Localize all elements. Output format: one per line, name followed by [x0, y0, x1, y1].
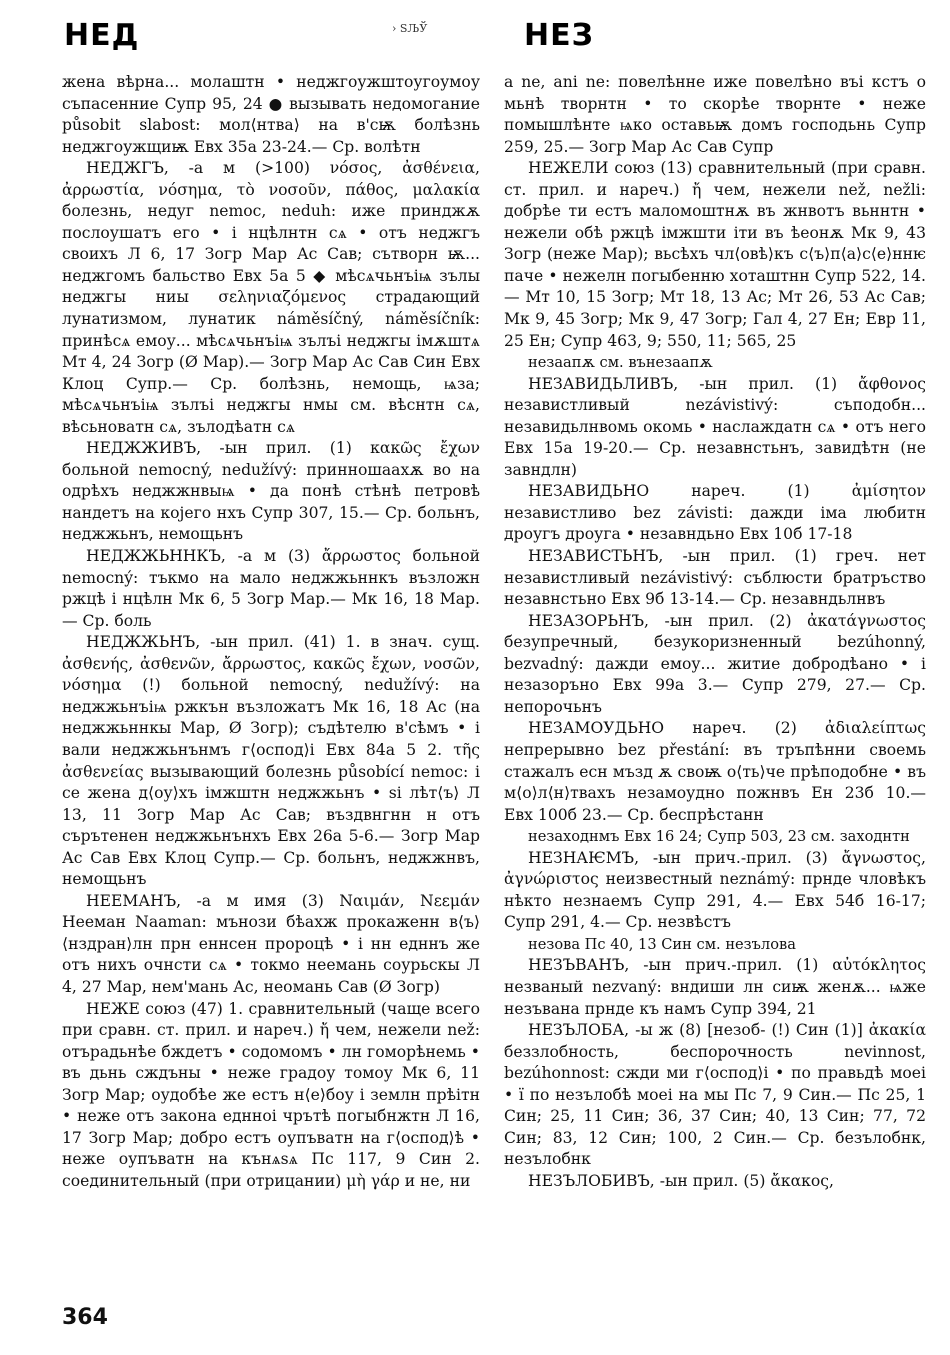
right-entry-8: незаходнмъ Евх 16 24; Супр 503, 23 см. заходнтн [528, 828, 910, 846]
right-entry-3: НЕЗАВИДЬЛИВЪ, -ын прил. (1) ἄφθονος независтливый nezávistivý: съподобн... незавидьлнвомь окомь • наслаждатн сѧ • отъ него Евх 15а 19-20.— Ср. незавнстьнъ, завидѣтн (не завндлн) [504, 374, 926, 479]
left-entry-3: НЕДЖЖЬННКЪ, -а м (3) ἄρρωστος больной nemocný: тъкмо на мало неджжьннкъ възложн ржцѣ і нцѣлн Мк 6, 5 Зогр Мар.— Мк 16, 18 Мар.— Ср. боль [62, 547, 480, 630]
running-head-left: НЕД [64, 18, 140, 53]
running-head-right: НЕЗ [524, 18, 594, 53]
left-entry-5: НЕЕМАНЪ, -а м имя (3) Ναιμάν, Νεεμάν Неемaн Naaman: мънози бѣахж прокаженн в⟨ъ⟩ ⟨нздран⟩лн прн еннсен пророцѣ • і нн едннъ же отъ нихъ очнсти сѧ • токмо неемань соурьскы Л 4, 27 Мар, нем'мань Ас, неомань Сав (Ø Зогр) [62, 891, 480, 996]
right-entry-0: a ne, ani ne: повелѣнне иже повелѣно въі кстъ о мьнѣ творнтн • то скорѣе творнте • неже помышлѣнте ѩко оставьѭ домъ господьнь Супр 259, 25.— Зогр Мар Ас Сав Супр [504, 73, 926, 156]
right-entry-7: НЕЗАМОУДЬНО нареч. (2) ἀδιαλείπτως непрерывно bez přestání: въ тръпѣнни своемь стажалъ есн мъзд ѫ своѭ о⟨ть⟩че прѣподобне • въ м⟨о⟩л⟨н⟩твахъ незамоудно пожнвъ Ен 23б 10.— Евх 100б 23.— Ср. беспрѣстанн [504, 719, 926, 824]
page-number: 364 [62, 1305, 108, 1330]
right-entry-4: НЕЗАВИДЬНО нареч. (1) ἀμίσητον независтливо bez závisti: дажди імa любитн дроугъ дроуга • незавндьно Евх 10б 17-18 [504, 482, 926, 544]
left-entry-0: жена вѣрна... молаштн • неджгоужштоугоумоу съпасенние Супр 95, 24 ● вызывать недомогание působit slabost: мол⟨нтва⟩ на в'сѭ болѣзнь неджгоужщиѭ Евх 35а 23-24.— Ср. волѣтн [62, 73, 480, 156]
left-entry-6: НЕЖЕ союз (47) 1. сравнительный (чаще всего при сравн. ст. прил. и нареч.) ἤ чем, нежели než: отърадьнѣе бждетъ • содомомъ • лн гоморѣнемь • въ дьнь сждъны • неже градоу томоу Мк 6, 11 Зогр Мар; оудобѣе же естъ н⟨е⟩боу і землн прѣітн • неже отъ закона еднноі чрътѣ погыбнжтн Л 16, 17 Зогр Мар; добро естъ оупъватн на г⟨оспод⟩ѣ • неже оупъватн на кънѧѕѧ Пс 117, 9 Син 2. соединительный (при отрицании) μὴ γάρ и не, ни [62, 999, 480, 1190]
left-entry-2: НЕДЖЖИВЪ, -ын прил. (1) κακῶς ἔχων больной nemocný, nedužívý: принношаахѫ во на одрѣхъ неджжнвыѩ • да понѣ стѣнѣ петровѣ нандетъ на којего нхъ Супр 307, 15.— Ср. больнъ, неджжьнъ, немощьнъ [62, 439, 480, 544]
right-entry-9: НЕЗНАѤМЪ, -ын прич.-прил. (3) ἄγνωστος, ἀγνώριστος неизвестный neznámý: прнде чловѣкъ нѣкто незнаемъ Супр 291, 4.— Евх 54б 16-17; Супр 291, 4.— Ср. незвѣстъ [504, 848, 926, 932]
right-entry-11: НЕЗЪВАНЪ, -ын прич.-прил. (1) αὐτόκλητος незваный nezvaný: вндиши лн сиѭ женѫ... ѩже незъвана прнде къ намъ Супр 394, 21 [504, 956, 926, 1018]
left-entry-4: НЕДЖЖЬНЪ, -ын прил. (41) 1. в знач. сущ. ἀσθενής, ἀσθενῶν, ἄρρωστος, κακῶς ἔχων, νοσῶν, νόσημα (!) больной nemocný, nedužívý: на неджжьнъіѩ ржкън възложатъ Мк 16, 18 Ас (на неджжьннкы Мар, Ø Зогр); съдѣтелю в'сѣмъ • і вали неджжьнънмъ г⟨оспод⟩і Евх 84а 5 2. τῆς ἀσθενείας вызывающий болезнь působící nemoc: і се жена д⟨оу⟩хъ імжштн неджжьнъ • ѕі лѣт⟨ъ⟩ Л 13, 11 Зогр Мар Ас Сав; въздвнгнн н отъ сърътенен неджжьнънхъ Евх 26а 5-6.— Зогр Мар Ас Сав Евх Клоц Супр.— Ср. больнъ, неджжнвъ, немощьнъ [62, 633, 480, 889]
left-column [62, 72, 480, 1192]
right-entry-5: НЕЗАВИСТЬНЪ, -ын прил. (1) греч. нет независтливый nezávistivý: съблюсти братръство незавнстьно Евх 9б 13-14.— Ср. незавндьлнвъ [504, 547, 926, 609]
right-entry-10: незова Пс 40, 13 Син см. незълова [528, 935, 796, 953]
right-column [504, 72, 926, 1192]
right-entry-1: НЕЖЕЛИ союз (13) сравнительный (при сравн. ст. прил. и нареч.) ἤ чем, нежели než, nežli: добрѣе ти естъ маломоштнѫ въ жнвотъ вьннтн • нежели обѣ ржцѣ імжшти іти въ ѣеонѫ Мк 9, 43 Зогр (неже Мар); вьсѣхъ чл⟨овѣ⟩къ с⟨ъ⟩п⟨а⟩с⟨е⟩ннѥ паче • нежелн погыбенню хоташтнн Супр 522, 14.— Мт 10, 15 Зогр; Мт 18, 13 Ас; Мт 26, 53 Ас Сав; Мк 9, 45 Зогр; Мк 9, 47 Зогр; Гал 4, 27 Ен; Евр 11, 25 Ен; Супр 463, 9; 550, 11; 565, 25 [504, 159, 926, 350]
right-entry-6: НЕЗАЗОРЬНЪ, -ын прил. (2) ἀκατάγνωστος безупречный, безукоризненный bezúhonný, bezvadný: дажди емоу... житие добродѣано • і незазоръно Евх 99а 3.— Супр 279, 27.— Ср. непорочьнъ [504, 611, 926, 716]
page-mark: › ЅЉЎ [392, 22, 428, 35]
right-entry-13: НЕЗЪЛОБИВЪ, -ын прил. (5) ἄκακος, [528, 1171, 834, 1190]
right-entry-2: незаапѫ см. вънезаапѫ [528, 354, 713, 372]
left-entry-1: НЕДЖГЪ, -а м (>100) νόσος, ἀσθένεια, ἀρρωστία, νόσημα, τὸ νοσοῦν, πάθος, μαλακία болезнь, недуг nemoc, neduh: иже принджѫ послоушатъ его • і нцѣлнтн сѧ • отъ неджгъ своихъ Л 6, 17 Зогр Мар Ас Сав; сътворн ѭ... неджгомъ бальство Евх 5а 5 ◆ мѣсѧчьнъіѩ зълы неджгы ниы σεληνιαζόμενος страдающий лунатизмом, лунатик náměsíčný, náměsíčník: принѣсѧ емоу... мѣсѧчьнъіѩ зълъі неджгы імѫштѧ Мт 4, 24 Зогр (Ø Мар).— Зогр Мар Ас Сав Син Евх Клоц Супр.— Ср. болѣзнь, немощь, ѩза; мѣсѧчьнъіѩ зълъі неджгы нмы см. вѣснтн сѧ, вѣсьноватн сѧ, зълодѣатн сѧ [62, 159, 480, 436]
right-entry-12: НЕЗЪЛОБА, -ы ж (8) [незоб- (!) Син (1)] ἀκακία беззлобность, беспорочность nevinnost, bezúhonnost: сжди ми г⟨оспод⟩і • по правьдѣ моеі • ї по незълобѣ моеі на мы Пс 7, 9 Син.— Пс 25, 1 Син; 25, 11 Син; 36, 37 Син; 40, 13 Син; 77, 72 Син; 83, 12 Син; 100, 2 Син.— Ср. безълобнк, незълобнк [504, 1021, 926, 1169]
